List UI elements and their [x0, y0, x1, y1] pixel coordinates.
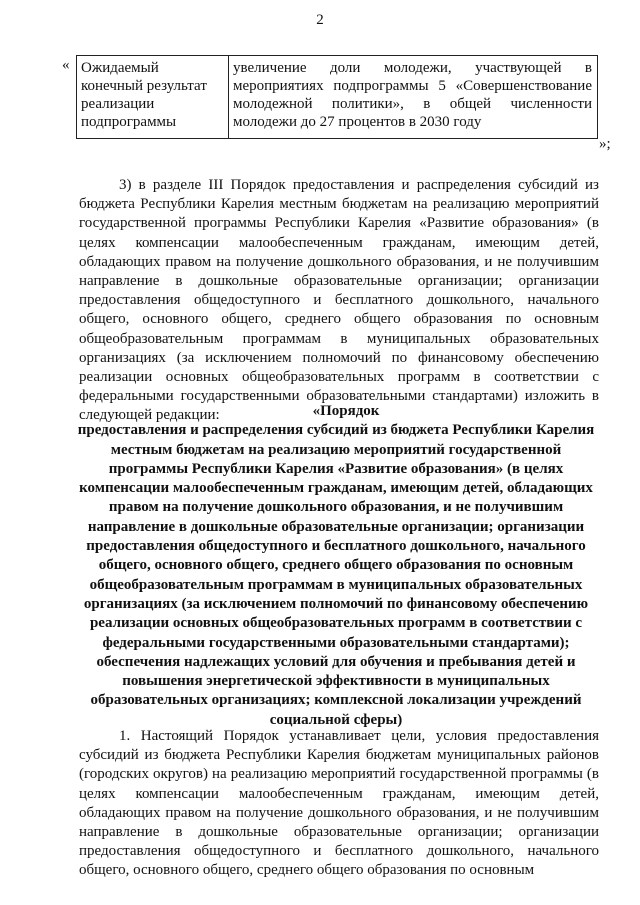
order-title: «Порядок: [312, 403, 380, 419]
result-table: [76, 55, 598, 139]
opening-quote: «: [62, 57, 70, 73]
order-heading: [72, 402, 600, 730]
order-subtitle: предоставления и распределения субсидий из бюджета Республики Карелия местным бюджетам на реализацию мероприятий государственной программы Республики Карелия «Развитие образования» (в целях компенсации малообеспеченным гражданам, имеющим детей, обладающих правом на получение дошкольного образования, и не получившим направление в дошкольные образовательные организации; организации предоставления общедоступного и бесплатного дошкольного, начального общего, основного общего, среднего общего образования по основным общеобразовательным программам в муниципальных образовательных организациях (за исключением полномочий по финансовому обеспечению реализации основных общеобразовательных программ в соответствии с федеральными государственными образовательными стандартами); обеспечения надлежащих условий для обучения и пребывания детей и повышения энергетической эффективности в муниципальных образовательных организациях; комплексной локализации учреждений социальной сферы): [77, 422, 595, 728]
paragraph-3: 3) в разделе III Порядок предоставления и распределения субсидий из бюджета Республики Карелия местным бюджетам на реализацию мероприятий государственной программы Республики Карелия «Развитие образования» (в целях компенсации малообеспеченным гражданам, имеющим детей, обладающих правом на получение дошкольного образования, и не получившим направление в дошкольные образовательные организации; организации предоставления общедоступного и бесплатного дошкольного, начального общего, основного общего, среднего общего образования по основным общеобразовательным программам в муниципальных образовательных организациях (за исключением полномочий по финансовому обеспечению реализации основных общеобразовательных программ в соответствии с федеральными государственными образовательными стандартами) изложить в следующей редакции:: [79, 177, 599, 424]
table-row: [77, 56, 598, 139]
page-number: 2: [316, 12, 324, 28]
table-label-cell: Ожидаемый конечный результат реализации подпрограммы: [77, 56, 229, 139]
closing-quote: »;: [599, 136, 611, 152]
paragraph-1: 1. Настоящий Порядок устанавливает цели, условия предоставления субсидий из бюджета Республики Карелия бюджетам муниципальных районов (городских округов) на реализацию мероприятий государственной программы (в целях компенсации малообеспеченным гражданам, имеющим детей, обладающих правом на получение дошкольного образования, и не получившим направление в дошкольные образовательные организации; организации предоставления общедоступного и бесплатного дошкольного, начального общего, основного общего, среднего общего образования по основным: [79, 728, 599, 879]
result-table-block: [62, 55, 618, 155]
table-value-cell: увеличение доли молодежи, участвующей в мероприятиях подпрограммы 5 «Совершенствование молодежной политики», в общей численности молодежи до 27 процентов в 2030 году: [229, 56, 598, 139]
